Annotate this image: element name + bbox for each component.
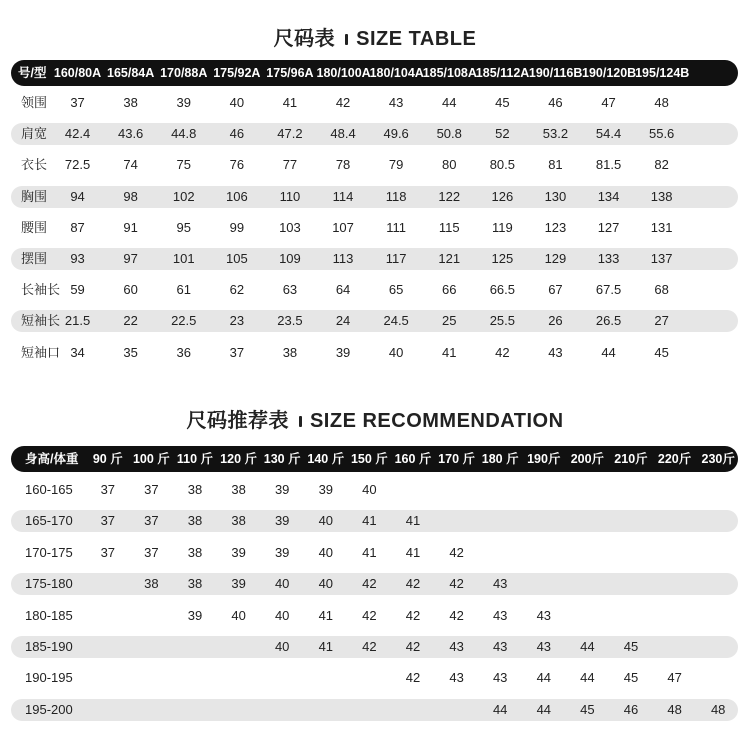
recommendation-row bbox=[11, 573, 738, 595]
recommendation-title-en: SIZE RECOMMENDATION bbox=[309, 410, 564, 432]
table-cell: 66.5 bbox=[489, 282, 515, 298]
table-cell: 27 bbox=[654, 313, 669, 329]
table-cell: 125 bbox=[491, 251, 514, 266]
table-cell: 54.4 bbox=[595, 126, 622, 142]
size-header-cell: 190/116B bbox=[528, 66, 583, 80]
size-header-cell: 175/92A bbox=[213, 66, 261, 80]
table-cell: 43 bbox=[548, 344, 563, 360]
table-cell: 94 bbox=[70, 188, 85, 204]
table-cell: 72.5 bbox=[64, 157, 91, 173]
size-cell: 38 bbox=[187, 513, 203, 529]
table-cell: 53.2 bbox=[542, 126, 569, 142]
size-cell: 38 bbox=[187, 544, 203, 560]
table-cell: 130 bbox=[544, 188, 567, 204]
size-cell: 37 bbox=[144, 513, 159, 529]
size-cell: 39 bbox=[274, 482, 290, 497]
size-cell: 48 bbox=[710, 701, 726, 717]
size-header-cell: 180/100A bbox=[316, 66, 371, 80]
table-cell: 82 bbox=[654, 157, 669, 173]
table-cell: 45 bbox=[654, 344, 669, 360]
table-cell: 79 bbox=[388, 157, 404, 173]
table-cell: 134 bbox=[597, 188, 620, 204]
table-cell: 123 bbox=[544, 219, 567, 235]
table-cell: 105 bbox=[225, 251, 248, 266]
size-header-cell: 165/84A bbox=[107, 66, 155, 80]
table-cell: 47 bbox=[601, 95, 616, 110]
size-cell: 40 bbox=[362, 482, 377, 497]
size-cell: 38 bbox=[231, 482, 246, 497]
table-cell: 45 bbox=[495, 95, 510, 110]
table-cell: 38 bbox=[123, 95, 138, 110]
height-range-label: 185-190 bbox=[25, 639, 73, 654]
table-cell: 67.5 bbox=[595, 282, 622, 298]
size-header-cell: 160/80A bbox=[53, 66, 102, 80]
table-cell: 118 bbox=[385, 188, 407, 204]
size-cell: 43 bbox=[449, 639, 464, 654]
size-cell: 45 bbox=[623, 639, 639, 654]
table-cell: 41 bbox=[442, 344, 457, 360]
recommendation-row bbox=[11, 605, 738, 627]
table-cell: 37 bbox=[229, 344, 245, 360]
table-cell: 110 bbox=[279, 188, 301, 204]
weight-header-cell: 160 斤 bbox=[394, 452, 432, 466]
size-cell: 40 bbox=[231, 607, 246, 623]
size-header-cell: 170/88A bbox=[160, 66, 208, 80]
size-cell: 42 bbox=[449, 576, 464, 592]
table-cell: 76 bbox=[229, 157, 245, 173]
weight-header-cell: 110 斤 bbox=[176, 452, 214, 466]
table-cell: 81 bbox=[548, 157, 563, 173]
height-range-label: 180-185 bbox=[25, 607, 73, 623]
size-cell: 44 bbox=[492, 701, 508, 717]
table-row bbox=[11, 342, 738, 364]
height-range-label: 190-195 bbox=[25, 670, 73, 686]
row-label: 胸围 bbox=[21, 188, 48, 204]
table-cell: 61 bbox=[176, 282, 191, 298]
table-cell: 127 bbox=[597, 219, 620, 235]
size-cell: 43 bbox=[492, 639, 508, 654]
weight-header-cell: 120 斤 bbox=[220, 452, 258, 466]
size-cell: 37 bbox=[144, 482, 159, 497]
size-cell: 43 bbox=[536, 607, 552, 623]
size-cell: 40 bbox=[274, 576, 290, 592]
size-table-title bbox=[0, 22, 750, 51]
table-cell: 115 bbox=[438, 219, 460, 235]
recommendation-row bbox=[11, 542, 738, 564]
size-cell: 39 bbox=[231, 544, 246, 560]
size-cell: 41 bbox=[362, 544, 377, 560]
table-cell: 80.5 bbox=[489, 157, 515, 173]
table-cell: 60 bbox=[123, 282, 138, 298]
size-header-cell: 175/96A bbox=[266, 66, 314, 80]
size-cell: 42 bbox=[362, 639, 377, 654]
size-cell: 44 bbox=[536, 701, 552, 717]
row-label: 短袖口 bbox=[21, 344, 61, 360]
size-table-title-en: SIZE TABLE bbox=[356, 28, 477, 50]
table-row bbox=[11, 154, 738, 176]
table-cell: 126 bbox=[491, 188, 514, 204]
size-cell: 37 bbox=[100, 482, 116, 497]
size-cell: 41 bbox=[405, 513, 421, 529]
recommendation-title bbox=[0, 404, 750, 433]
size-header-cell: 190/120B bbox=[582, 66, 637, 80]
table-cell: 21.5 bbox=[64, 313, 91, 329]
table-cell: 129 bbox=[544, 251, 567, 266]
table-cell: 87 bbox=[70, 219, 85, 235]
table-cell: 119 bbox=[491, 219, 513, 235]
recommendation-row bbox=[11, 699, 738, 721]
table-cell: 42 bbox=[495, 344, 510, 360]
table-cell: 63 bbox=[282, 282, 298, 298]
row-label: 长袖长 bbox=[21, 282, 61, 298]
size-cell: 42 bbox=[405, 639, 421, 654]
table-row bbox=[11, 123, 738, 145]
corner-label: 号/型 bbox=[18, 66, 47, 80]
recommendation-row bbox=[11, 510, 738, 532]
weight-header-cell: 190斤 bbox=[527, 452, 561, 466]
height-range-label: 165-170 bbox=[25, 513, 73, 529]
size-cell: 40 bbox=[318, 513, 334, 529]
table-cell: 52 bbox=[495, 126, 510, 142]
size-cell: 42 bbox=[362, 607, 377, 623]
size-cell: 43 bbox=[492, 670, 508, 686]
size-cell: 42 bbox=[362, 576, 377, 592]
size-cell: 42 bbox=[405, 670, 421, 686]
table-cell: 46 bbox=[548, 95, 563, 110]
table-cell: 95 bbox=[176, 219, 191, 235]
size-cell: 37 bbox=[144, 544, 159, 560]
table-cell: 49.6 bbox=[383, 126, 409, 142]
table-cell: 102 bbox=[172, 188, 195, 204]
weight-header-cell: 140 斤 bbox=[307, 452, 345, 466]
table-cell: 26 bbox=[548, 313, 563, 329]
table-cell: 55.6 bbox=[648, 126, 675, 142]
table-cell: 138 bbox=[650, 188, 673, 204]
height-range-label: 160-165 bbox=[25, 482, 73, 497]
size-cell: 43 bbox=[536, 639, 552, 654]
table-cell: 93 bbox=[70, 251, 85, 266]
size-table-title-cn: 尺码表 bbox=[273, 28, 336, 50]
table-cell: 122 bbox=[438, 188, 461, 204]
size-cell: 41 bbox=[362, 513, 377, 529]
size-header-cell: 185/112A bbox=[475, 66, 530, 80]
row-label: 腰围 bbox=[21, 219, 48, 235]
table-cell: 34 bbox=[70, 344, 85, 360]
size-cell: 45 bbox=[623, 670, 639, 686]
table-cell: 25 bbox=[442, 313, 457, 329]
recommendation-title-cn: 尺码推荐表 bbox=[186, 410, 289, 432]
weight-header-cell: 100 斤 bbox=[132, 452, 170, 466]
table-cell: 44 bbox=[601, 344, 616, 360]
row-label: 摆围 bbox=[21, 251, 48, 266]
table-cell: 103 bbox=[279, 219, 301, 235]
recommendation-header bbox=[11, 446, 738, 472]
row-label: 领围 bbox=[21, 95, 48, 110]
size-cell: 48 bbox=[667, 701, 682, 717]
table-cell: 117 bbox=[385, 251, 407, 266]
row-label: 衣长 bbox=[21, 157, 48, 173]
size-cell: 38 bbox=[144, 576, 159, 592]
table-cell: 36 bbox=[176, 344, 191, 360]
recommendation-row bbox=[11, 479, 738, 501]
table-cell: 44 bbox=[442, 95, 457, 110]
table-cell: 106 bbox=[225, 188, 248, 204]
weight-header-cell: 150 斤 bbox=[350, 452, 388, 466]
weight-header-cell: 180 斤 bbox=[481, 452, 519, 466]
size-cell: 41 bbox=[318, 607, 334, 623]
table-row bbox=[11, 186, 738, 208]
size-cell: 43 bbox=[492, 607, 508, 623]
table-cell: 65 bbox=[388, 282, 404, 298]
size-cell: 39 bbox=[274, 513, 290, 529]
size-cell: 47 bbox=[667, 670, 682, 686]
recommendation-row bbox=[11, 667, 738, 689]
size-cell: 40 bbox=[274, 607, 290, 623]
size-cell: 39 bbox=[187, 607, 203, 623]
size-cell: 46 bbox=[623, 701, 639, 717]
size-cell: 38 bbox=[187, 576, 203, 592]
size-cell: 43 bbox=[449, 670, 464, 686]
table-cell: 68 bbox=[654, 282, 669, 298]
table-cell: 64 bbox=[335, 282, 351, 298]
table-cell: 48.4 bbox=[330, 126, 356, 142]
table-cell: 25.5 bbox=[489, 313, 515, 329]
size-cell: 40 bbox=[318, 576, 334, 592]
size-cell: 40 bbox=[274, 639, 290, 654]
table-cell: 121 bbox=[438, 251, 461, 266]
table-cell: 39 bbox=[176, 95, 191, 110]
table-cell: 78 bbox=[335, 157, 351, 173]
table-cell: 41 bbox=[282, 95, 298, 110]
height-range-label: 195-200 bbox=[25, 701, 73, 717]
table-cell: 43.6 bbox=[117, 126, 144, 142]
size-table-header bbox=[11, 60, 738, 86]
table-cell: 26.5 bbox=[595, 313, 622, 329]
table-row bbox=[11, 217, 738, 239]
weight-header-cell: 90 斤 bbox=[92, 452, 123, 466]
table-cell: 113 bbox=[332, 251, 354, 266]
table-cell: 47.2 bbox=[277, 126, 303, 142]
size-cell: 41 bbox=[318, 639, 334, 654]
table-cell: 48 bbox=[654, 95, 669, 110]
table-cell: 107 bbox=[332, 219, 354, 235]
size-cell: 39 bbox=[274, 544, 290, 560]
height-range-label: 170-175 bbox=[25, 544, 73, 560]
table-cell: 137 bbox=[650, 251, 673, 266]
table-cell: 42.4 bbox=[64, 126, 91, 142]
table-row bbox=[11, 279, 738, 301]
table-cell: 81.5 bbox=[595, 157, 622, 173]
table-cell: 50.8 bbox=[436, 126, 462, 142]
table-cell: 91 bbox=[123, 219, 138, 235]
table-cell: 109 bbox=[279, 251, 301, 266]
table-cell: 59 bbox=[70, 282, 85, 298]
weight-header-cell: 130 斤 bbox=[263, 452, 301, 466]
size-cell: 45 bbox=[580, 701, 595, 717]
size-cell: 42 bbox=[405, 576, 421, 592]
weight-header-cell: 200斤 bbox=[570, 452, 605, 466]
table-cell: 77 bbox=[282, 157, 298, 173]
table-row bbox=[11, 92, 738, 114]
size-cell: 44 bbox=[580, 639, 595, 654]
title-divider bbox=[345, 34, 348, 45]
table-cell: 133 bbox=[597, 251, 620, 266]
table-cell: 74 bbox=[123, 157, 138, 173]
table-cell: 44.8 bbox=[171, 126, 197, 142]
table-cell: 114 bbox=[332, 188, 354, 204]
table-cell: 35 bbox=[123, 344, 138, 360]
weight-header-cell: 210斤 bbox=[614, 452, 648, 466]
table-cell: 46 bbox=[229, 126, 245, 142]
table-cell: 131 bbox=[650, 219, 673, 235]
table-cell: 37 bbox=[70, 95, 85, 110]
table-cell: 22 bbox=[123, 313, 138, 329]
size-cell: 39 bbox=[231, 576, 246, 592]
table-row bbox=[11, 248, 738, 270]
size-cell: 39 bbox=[318, 482, 334, 497]
table-cell: 98 bbox=[123, 188, 138, 204]
corner-label: 身高/体重 bbox=[25, 452, 79, 466]
table-cell: 75 bbox=[176, 157, 191, 173]
table-cell: 42 bbox=[335, 95, 351, 110]
table-cell: 23.5 bbox=[277, 313, 303, 329]
table-cell: 99 bbox=[229, 219, 245, 235]
table-cell: 22.5 bbox=[171, 313, 197, 329]
table-cell: 24 bbox=[335, 313, 351, 329]
weight-header-cell: 230斤 bbox=[701, 452, 735, 466]
table-row bbox=[11, 310, 738, 332]
size-header-cell: 180/104A bbox=[369, 66, 424, 80]
size-cell: 44 bbox=[536, 670, 552, 686]
table-cell: 23 bbox=[229, 313, 245, 329]
table-cell: 43 bbox=[388, 95, 404, 110]
size-cell: 40 bbox=[318, 544, 334, 560]
table-cell: 38 bbox=[282, 344, 298, 360]
row-label: 短袖长 bbox=[21, 313, 61, 329]
table-cell: 62 bbox=[229, 282, 245, 298]
size-cell: 42 bbox=[405, 607, 421, 623]
table-cell: 80 bbox=[442, 157, 457, 173]
table-cell: 101 bbox=[172, 251, 195, 266]
table-cell: 97 bbox=[123, 251, 138, 266]
weight-header-cell: 170 斤 bbox=[438, 452, 476, 466]
table-cell: 40 bbox=[388, 344, 404, 360]
size-cell: 37 bbox=[100, 513, 116, 529]
recommendation-row bbox=[11, 636, 738, 658]
size-cell: 37 bbox=[100, 544, 116, 560]
table-cell: 39 bbox=[335, 344, 351, 360]
size-header-cell: 185/108A bbox=[422, 66, 477, 80]
size-cell: 38 bbox=[187, 482, 203, 497]
weight-header-cell: 220斤 bbox=[657, 452, 692, 466]
height-range-label: 175-180 bbox=[25, 576, 73, 592]
size-header-cell: 195/124B bbox=[635, 66, 690, 80]
table-cell: 40 bbox=[229, 95, 245, 110]
size-cell: 42 bbox=[449, 607, 464, 623]
table-cell: 66 bbox=[442, 282, 457, 298]
table-cell: 67 bbox=[548, 282, 563, 298]
row-label: 肩宽 bbox=[21, 126, 48, 142]
size-cell: 38 bbox=[231, 513, 246, 529]
size-cell: 43 bbox=[492, 576, 508, 592]
table-cell: 24.5 bbox=[383, 313, 409, 329]
size-cell: 41 bbox=[405, 544, 421, 560]
size-cell: 42 bbox=[449, 544, 464, 560]
title-divider bbox=[299, 416, 302, 427]
size-cell: 44 bbox=[580, 670, 595, 686]
table-cell: 111 bbox=[386, 219, 407, 235]
